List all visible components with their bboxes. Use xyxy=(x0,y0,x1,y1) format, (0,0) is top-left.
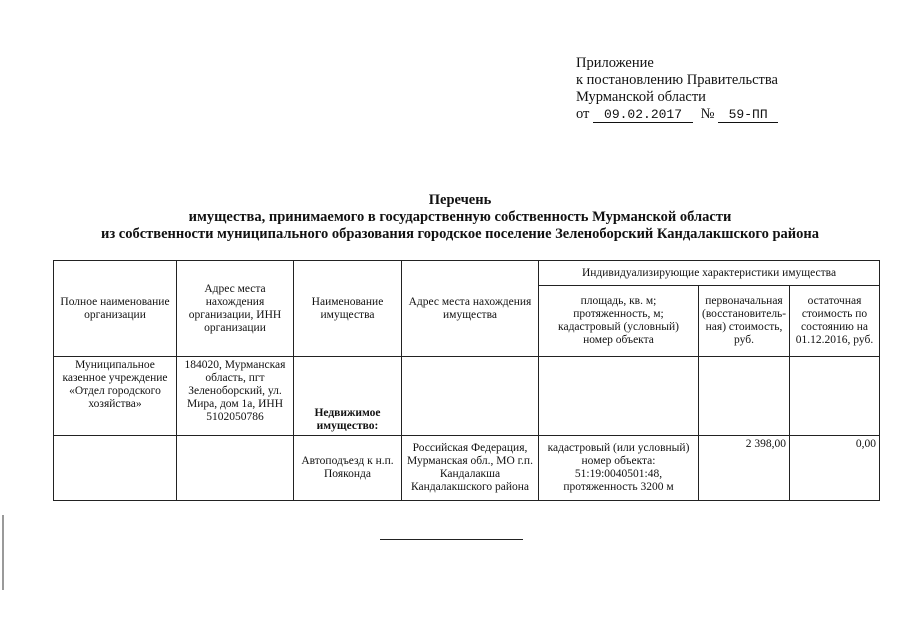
header-org-address: Адрес места нахождения организации, ИНН организации xyxy=(177,261,294,357)
header-residual-cost: остаточная стоимость по состоянию на 01.12.2016, руб. xyxy=(790,286,880,357)
resolution-date: 09.02.2017 xyxy=(593,108,693,123)
cell-empty xyxy=(402,357,539,436)
closing-separator-line xyxy=(380,539,523,540)
cell-org: Муниципальное казенное учреждение «Отдел городского хозяйства» xyxy=(54,357,177,436)
header-org: Полное наименование организации xyxy=(54,261,177,357)
header-characteristics: Индивидуализирующие характеристики имущества xyxy=(539,261,880,286)
cell-empty xyxy=(790,357,880,436)
cell-org-address: 184020, Мурманская область, пгт Зеленоборский, ул. Мира, дом 1а, ИНН 5102050786 xyxy=(177,357,294,436)
appendix-date-line xyxy=(576,106,778,123)
header-initial-cost: первоначальная (восстановитель-ная) стоимость, руб. xyxy=(699,286,790,357)
table-row xyxy=(54,436,880,501)
cell-category: Недвижимое имущество: xyxy=(294,357,402,436)
appendix-line3: Мурманской области xyxy=(576,89,706,105)
number-prefix: № xyxy=(700,106,715,122)
appendix-block xyxy=(576,55,778,123)
cell-area: кадастровый (или условный) номер объекта: 51:19:0040501:48, протяженность 3200 м xyxy=(539,436,699,501)
title-line1: Перечень xyxy=(428,192,492,208)
cell-empty xyxy=(539,357,699,436)
title-line2: имущества, принимаемого в государственную собственность Мурманской области xyxy=(188,209,732,225)
cell-empty xyxy=(699,357,790,436)
table-row xyxy=(54,357,880,436)
appendix-line1: Приложение xyxy=(576,55,654,71)
title-line3: из собственности муниципального образования городское поселение Зеленоборский Кандалакшского района xyxy=(100,226,819,242)
property-table xyxy=(53,260,880,501)
header-property-address: Адрес места нахождения имущества xyxy=(402,261,539,357)
date-prefix: от xyxy=(576,106,590,122)
header-area: площадь, кв. м; протяженность, м; кадастровый (условный) номер объекта xyxy=(539,286,699,357)
appendix-line2: к постановлению Правительства xyxy=(576,72,778,88)
scan-margin-mark xyxy=(2,515,4,590)
cell-property-name: Автоподъезд к н.п. Пояконда xyxy=(294,436,402,501)
document-title xyxy=(40,192,880,243)
cell-initial-cost: 2 398,00 xyxy=(699,436,790,501)
cell-empty xyxy=(54,436,177,501)
cell-empty xyxy=(177,436,294,501)
cell-property-address: Российская Федерация, Мурманская обл., МО г.п. Кандалакша Кандалакшского района xyxy=(402,436,539,501)
resolution-number: 59-ПП xyxy=(718,108,778,123)
cell-residual-cost: 0,00 xyxy=(790,436,880,501)
table-header-row xyxy=(54,261,880,286)
header-property-name: Наименование имущества xyxy=(294,261,402,357)
